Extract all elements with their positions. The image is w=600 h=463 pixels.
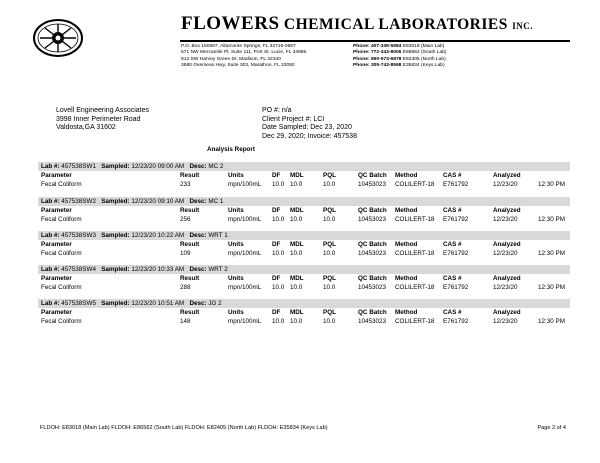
column-header-pql: PQL — [323, 172, 336, 179]
column-header-units: Units — [228, 172, 244, 179]
column-header-mdl: MDL — [290, 275, 304, 282]
lab-number: 457538SW5 — [61, 300, 96, 307]
cell-units: mpn/100mL — [228, 181, 262, 188]
sample-desc: WRT 1 — [208, 232, 228, 239]
column-header-analyzed: Analyzed — [493, 207, 521, 214]
cell-analyzed-time: 12:30 PM — [538, 284, 565, 291]
desc-label: Desc: — [189, 232, 207, 239]
phone-note: E35834 (Keys Lab) — [402, 63, 445, 69]
address-line: 3580 Overseas Hwy, Suite 303, Marathon, FL 33050 — [181, 63, 295, 69]
sample-header — [41, 266, 228, 273]
cell-units: mpn/100mL — [228, 250, 262, 257]
sample-block — [38, 162, 570, 192]
column-header-analyzed: Analyzed — [493, 309, 521, 316]
column-header-mdl: MDL — [290, 172, 304, 179]
phone-label: Phone: — [353, 44, 370, 49]
lab-number: 457538SW3 — [61, 232, 96, 239]
column-header-pql: PQL — [323, 275, 336, 282]
column-header-analyzed: Analyzed — [493, 275, 521, 282]
column-header-pql: PQL — [323, 241, 336, 248]
lab-number-label: Lab #: — [41, 163, 60, 170]
client-project: Client Project #: LCI — [262, 115, 325, 123]
cell-parameter: Fecal Coliform — [41, 284, 82, 291]
cell-pql: 10.0 — [323, 181, 336, 188]
cell-qc-batch: 10453023 — [358, 284, 387, 291]
column-header-df: DF — [272, 207, 281, 214]
address-line: P.O. Box 150597, Altamonte Springs, FL 32715-0597 — [181, 44, 296, 49]
column-header-cas: CAS # — [443, 207, 462, 214]
column-header-qc-batch: QC Batch — [358, 275, 387, 282]
cell-parameter: Fecal Coliform — [41, 216, 82, 223]
cell-analyzed-time: 12:30 PM — [538, 216, 565, 223]
column-header-result: Result — [180, 241, 200, 248]
sample-header — [41, 232, 228, 239]
cell-method: COLILERT-18 — [395, 318, 435, 325]
phone-number: 407-339-5984 — [370, 44, 402, 49]
client-name: Lovell Engineering Associates — [56, 107, 150, 114]
invoice-line: Dec 29, 2020; Invoice: 457538 — [262, 132, 357, 140]
cell-units: mpn/100mL — [228, 318, 262, 325]
cell-cas: E761792 — [443, 181, 469, 188]
cell-method: COLILERT-18 — [395, 284, 435, 291]
sample-desc: JG 2 — [208, 300, 222, 307]
cell-parameter: Fecal Coliform — [41, 181, 82, 188]
page-number: Page 2 of 4 — [537, 425, 566, 431]
column-header-units: Units — [228, 207, 244, 214]
cell-units: mpn/100mL — [228, 216, 262, 223]
order-info-block — [262, 107, 357, 141]
cell-df: 10.0 — [272, 216, 285, 223]
sampled-time: 12/23/20 09:00 AM — [131, 163, 185, 170]
sampled-label: Sampled: — [101, 266, 130, 273]
cell-result: 109 — [180, 250, 191, 257]
sample-desc: MC 2 — [208, 163, 224, 170]
company-name-secondary: CHEMICAL LABORATORIES — [283, 16, 508, 33]
cell-units: mpn/100mL — [228, 284, 262, 291]
cell-analyzed-date: 12/23/20 — [493, 284, 518, 291]
column-header-method: Method — [395, 241, 418, 248]
lab-phones — [353, 44, 447, 70]
column-header-cas: CAS # — [443, 241, 462, 248]
cell-df: 10.0 — [272, 181, 285, 188]
column-header-pql: PQL — [323, 207, 336, 214]
sample-header — [41, 300, 222, 307]
cell-analyzed-time: 12:30 PM — [538, 318, 565, 325]
client-address-block — [56, 107, 149, 133]
sample-header — [41, 163, 223, 170]
column-header-qc-batch: QC Batch — [358, 172, 387, 179]
column-header-result: Result — [180, 207, 200, 214]
cell-mdl: 10.0 — [290, 318, 303, 325]
cell-cas: E761792 — [443, 250, 469, 257]
column-header-method: Method — [395, 275, 418, 282]
cell-mdl: 10.0 — [290, 284, 303, 291]
cell-qc-batch: 10453023 — [358, 216, 387, 223]
column-header-analyzed: Analyzed — [493, 241, 521, 248]
cell-qc-batch: 10453023 — [358, 250, 387, 257]
cell-pql: 10.0 — [323, 284, 336, 291]
lab-addresses — [181, 44, 306, 70]
column-header-mdl: MDL — [290, 309, 304, 316]
cell-df: 10.0 — [272, 284, 285, 291]
desc-label: Desc: — [189, 266, 207, 273]
column-header-qc-batch: QC Batch — [358, 241, 387, 248]
cell-method: COLILERT-18 — [395, 250, 435, 257]
column-header-result: Result — [180, 275, 200, 282]
column-header-df: DF — [272, 172, 281, 179]
sampled-label: Sampled: — [101, 198, 130, 205]
lab-number: 457538SW4 — [61, 266, 96, 273]
column-header-parameter: Parameter — [41, 207, 72, 214]
client-street: 3998 Inner Perimeter Road — [56, 115, 141, 123]
column-header-analyzed: Analyzed — [493, 172, 521, 179]
company-name-primary: FLOWERS — [181, 13, 280, 34]
column-header-units: Units — [228, 309, 244, 316]
company-name — [181, 13, 533, 35]
lab-number: 457538SW1 — [61, 163, 96, 170]
cell-result: 288 — [180, 284, 191, 291]
cell-analyzed-date: 12/23/20 — [493, 318, 518, 325]
column-header-method: Method — [395, 207, 418, 214]
cell-df: 10.0 — [272, 318, 285, 325]
column-header-parameter: Parameter — [41, 241, 72, 248]
cell-cas: E761792 — [443, 318, 469, 325]
phone-label: Phone: — [353, 63, 370, 69]
date-sampled: Date Sampled: Dec 23, 2020 — [262, 124, 352, 132]
lab-number-label: Lab #: — [41, 300, 60, 307]
column-header-pql: PQL — [323, 309, 336, 316]
company-name-suffix: INC. — [512, 21, 534, 31]
cell-parameter: Fecal Coliform — [41, 318, 82, 325]
header-divider — [180, 40, 570, 42]
column-header-result: Result — [180, 172, 200, 179]
cell-pql: 10.0 — [323, 250, 336, 257]
column-header-parameter: Parameter — [41, 275, 72, 282]
client-city: Valdosta,GA 31602 — [56, 124, 116, 132]
phone-note: E82405 (North Lab) — [402, 56, 446, 62]
cell-mdl: 10.0 — [290, 181, 303, 188]
sampled-label: Sampled: — [101, 300, 130, 307]
phone-label: Phone: — [353, 56, 370, 62]
company-logo-icon — [32, 18, 84, 58]
sample-desc: WRT 2 — [208, 266, 228, 273]
sample-block — [38, 299, 570, 329]
cell-analyzed-time: 12:30 PM — [538, 250, 565, 257]
sampled-time: 12/23/20 09:10 AM — [131, 198, 185, 205]
sample-header — [41, 198, 223, 205]
column-header-mdl: MDL — [290, 241, 304, 248]
column-header-qc-batch: QC Batch — [358, 309, 387, 316]
column-header-units: Units — [228, 275, 244, 282]
phone-number: 850-973-6878 — [370, 56, 402, 62]
phone-number: 305-743-8598 — [370, 63, 402, 69]
cell-cas: E761792 — [443, 284, 469, 291]
report-title: Analysis Report — [207, 146, 255, 153]
cell-analyzed-date: 12/23/20 — [493, 216, 518, 223]
column-header-qc-batch: QC Batch — [358, 207, 387, 214]
cell-result: 233 — [180, 181, 191, 188]
cell-analyzed-date: 12/23/20 — [493, 250, 518, 257]
column-header-df: DF — [272, 309, 281, 316]
cell-result: 148 — [180, 318, 191, 325]
cell-pql: 10.0 — [323, 216, 336, 223]
cell-df: 10.0 — [272, 250, 285, 257]
lab-number-label: Lab #: — [41, 266, 60, 273]
phone-note: E86562 (South Lab) — [402, 50, 447, 56]
address-line: 571 NW Mercantile Pl, Suite 111, Port St. Lucie, FL 34986 — [181, 50, 307, 56]
sample-block — [38, 197, 570, 227]
footer-certifications: FLDOH: E83018 (Main Lab) FLDOH: E86562 (South Lab) FLDOH: E82405 (North Lab) FLDOH: E35834 (Keys Lab) — [40, 425, 328, 431]
cell-analyzed-date: 12/23/20 — [493, 181, 518, 188]
column-header-units: Units — [228, 241, 244, 248]
column-header-cas: CAS # — [443, 172, 462, 179]
cell-mdl: 10.0 — [290, 216, 303, 223]
phone-note: E83018 (Main Lab) — [402, 44, 445, 49]
sampled-time: 12/23/20 10:33 AM — [131, 266, 185, 273]
column-header-parameter: Parameter — [41, 172, 72, 179]
po-number: PO #: n/a — [262, 107, 292, 114]
sample-block — [38, 265, 570, 295]
desc-label: Desc: — [189, 198, 207, 205]
cell-method: COLILERT-18 — [395, 216, 435, 223]
lab-number-label: Lab #: — [41, 232, 60, 239]
sampled-time: 12/23/20 10:51 AM — [131, 300, 185, 307]
column-header-cas: CAS # — [443, 309, 462, 316]
sample-desc: MC 1 — [208, 198, 224, 205]
phone-number: 772-343-8006 — [370, 50, 402, 56]
column-header-parameter: Parameter — [41, 309, 72, 316]
cell-pql: 10.0 — [323, 318, 336, 325]
cell-result: 256 — [180, 216, 191, 223]
column-header-method: Method — [395, 172, 418, 179]
desc-label: Desc: — [189, 300, 207, 307]
sampled-label: Sampled: — [101, 232, 130, 239]
column-header-mdl: MDL — [290, 207, 304, 214]
column-header-cas: CAS # — [443, 275, 462, 282]
cell-analyzed-time: 12:30 PM — [538, 181, 565, 188]
cell-cas: E761792 — [443, 216, 469, 223]
cell-qc-batch: 10453023 — [358, 318, 387, 325]
column-header-df: DF — [272, 275, 281, 282]
column-header-result: Result — [180, 309, 200, 316]
cell-method: COLILERT-18 — [395, 181, 435, 188]
cell-qc-batch: 10453023 — [358, 181, 387, 188]
sampled-label: Sampled: — [101, 163, 130, 170]
column-header-df: DF — [272, 241, 281, 248]
phone-label: Phone: — [353, 50, 370, 56]
column-header-method: Method — [395, 309, 418, 316]
cell-mdl: 10.0 — [290, 250, 303, 257]
phone-line — [353, 63, 447, 69]
sampled-time: 12/23/20 10:22 AM — [131, 232, 185, 239]
sample-block — [38, 231, 570, 261]
cell-parameter: Fecal Coliform — [41, 250, 82, 257]
lab-number: 457538SW2 — [61, 198, 96, 205]
desc-label: Desc: — [189, 163, 207, 170]
lab-number-label: Lab #: — [41, 198, 60, 205]
address-line: 812 SW Harvey Green Dr, Madison, FL 32340 — [181, 56, 281, 62]
